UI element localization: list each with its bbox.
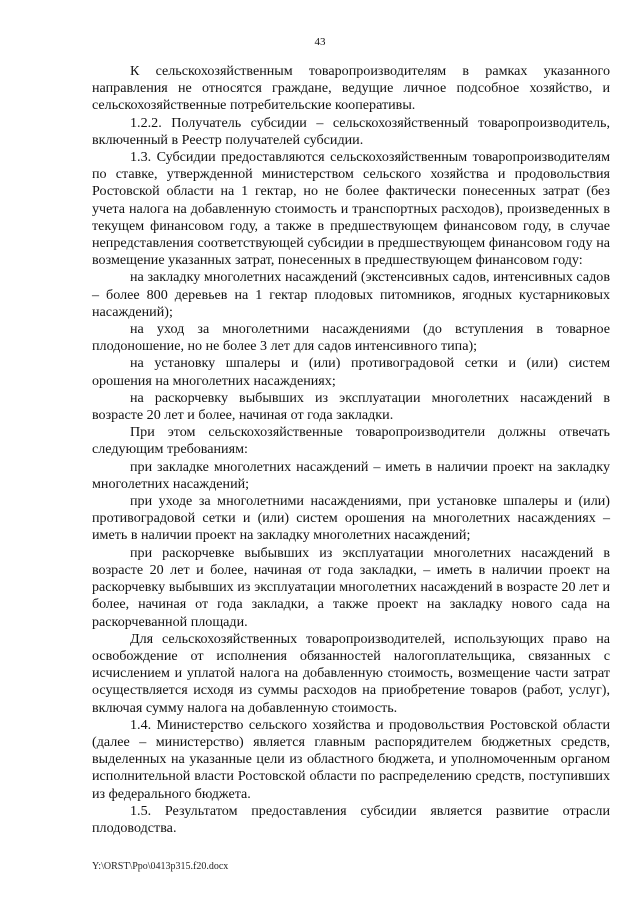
paragraph: При этом сельскохозяйственные товаропроизводители должны отвечать следующим требованиям: [92,424,610,458]
paragraph: при закладке многолетних насаждений – иметь в наличии проект на закладку многолетних насаждений; [92,458,610,492]
paragraph: при раскорчевке выбывших из эксплуатации многолетних насаждений в возрасте 20 лет и более, начиная от года закладки, – иметь в наличии проект на раскорчевку выбывших из эксплуатации многолетних насаждений в возрасте 20 лет и более, начиная от года закладки, а также проект на закладку нового сада на раскорчеванной площади. [92,544,610,630]
page-number: 43 [314,36,326,48]
paragraph: при уходе за многолетними насаждениями, при установке шпалеры и (или) противоградовой сетки и (или) систем орошения на многолетних насаждениях – иметь в наличии проект на закладку многолетних насаждений; [92,493,610,544]
paragraph: 1.2.2. Получатель субсидии – сельскохозяйственный товаропроизводитель, включенный в Реестр получателей субсидии. [92,114,610,148]
paragraph: Для сельскохозяйственных товаропроизводителей, использующих право на освобождение от исполнения обязанностей налогоплательщика, связанных с исчислением и уплатой налога на добавленную стоимость, возмещение части затрат осуществляется исходя из суммы расходов на приобретение товаров (работ, услуг), включая сумму налога на добавленную стоимость. [92,630,610,716]
paragraph: 1.3. Субсидии предоставляются сельскохозяйственным товаропроизводителям по ставке, утвержденной министерством сельского хозяйства и продовольствия Ростовской области на 1 гектар, но не более фактически понесенных затрат (без учета налога на добавленную стоимость и транспортных расходов), произведенных в текущем финансовом году, а также в предшествующем финансовом году, в случае непредставления соответствующей субсидии в предшествующем финансовом году на возмещение указанных затрат, понесенных в предшествующем финансовом году: [92,149,610,269]
file-path-footer: Y:\ORST\Ppo\0413p315.f20.docx [92,861,229,872]
paragraph: 1.5. Результатом предоставления субсидии является развитие отрасли плодоводства. [92,802,610,836]
paragraph: на установку шпалеры и (или) противоградовой сетки и (или) систем орошения на многолетних насаждениях; [92,355,610,389]
document-body [92,63,610,837]
paragraph: на раскорчевку выбывших из эксплуатации многолетних насаждений в возрасте 20 лет и более, начиная от года закладки. [92,389,610,424]
paragraph: на закладку многолетних насаждений (экстенсивных садов, интенсивных садов – более 800 деревьев на 1 гектар плодовых питомников, ягодных кустарниковых насаждений); [92,269,610,320]
paragraph: на уход за многолетними насаждениями (до вступления в товарное плодоношение, но не более 3 лет для садов интенсивного типа); [92,321,610,355]
paragraph: К сельскохозяйственным товаропроизводителям в рамках указанного направления не относятся граждане, ведущие личное подсобное хозяйство, и сельскохозяйственные потребительские кооперативы. [92,63,610,114]
paragraph: 1.4. Министерство сельского хозяйства и продовольствия Ростовской области (далее – министерство) является главным распорядителем бюджетных средств, выделенных на указанные цели из областного бюджета, и уполномоченным органом исполнительной власти Ростовской области по распределению средств, поступивших из федерального бюджета. [92,716,610,802]
